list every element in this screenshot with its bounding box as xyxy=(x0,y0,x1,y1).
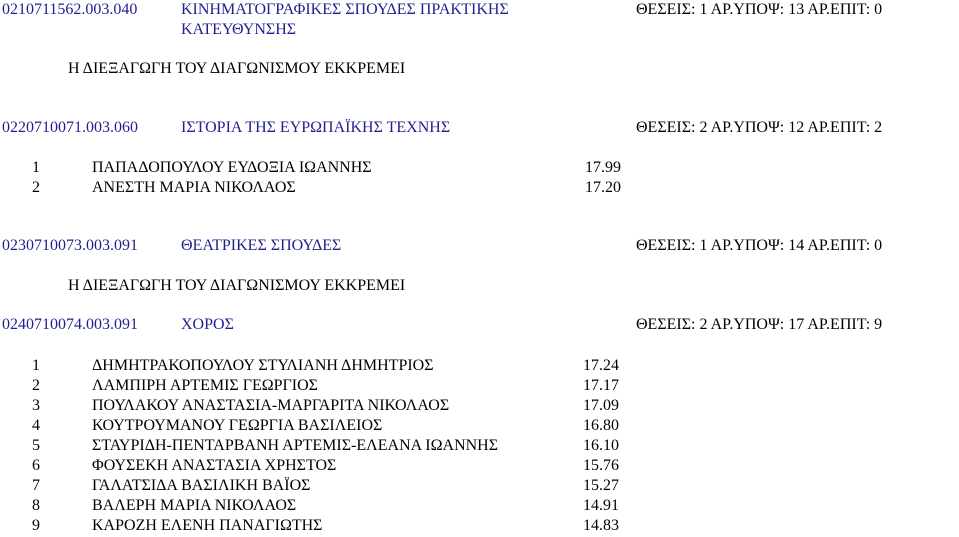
candidate-score: 16.80 xyxy=(583,417,619,434)
candidate-number: 5 xyxy=(32,437,40,454)
candidate-name: ΠΑΠΑΔΟΠΟΥΛΟΥ ΕΥΔΟΞΙΑ ΙΩΑΝΝΗΣ xyxy=(92,159,372,176)
candidate-number: 8 xyxy=(32,497,40,514)
pending-note: Η ΔΙΕΞΑΓΩΓΗ ΤΟΥ ΔΙΑΓΩΝΙΣΜΟΥ ΕΚΚΡΕΜΕΙ xyxy=(68,277,406,294)
candidate-score: 17.99 xyxy=(585,159,621,176)
program-code: 0210711562.003.040 xyxy=(2,1,138,18)
seats-summary: ΘΕΣΕΙΣ: 1 ΑΡ.ΥΠΟΨ: 14 ΑΡ.ΕΠΙΤ: 0 xyxy=(636,237,883,254)
candidate-number: 7 xyxy=(32,477,40,494)
program-code: 0240710074.003.091 xyxy=(2,316,138,333)
candidate-name: ΒΑΛΕΡΗ ΜΑΡΙΑ ΝΙΚΟΛΑΟΣ xyxy=(92,497,297,514)
program-code: 0220710071.003.060 xyxy=(2,119,138,136)
candidate-score: 14.91 xyxy=(583,497,619,514)
candidate-name: ΓΑΛΑΤΣΙΔΑ ΒΑΣΙΛΙΚΗ ΒΑΪΟΣ xyxy=(92,477,311,494)
candidate-score: 14.83 xyxy=(583,517,619,534)
candidate-score: 17.17 xyxy=(583,377,619,394)
program-title-continued: ΚΑΤΕΥΘΥΝΣΗΣ xyxy=(181,21,297,38)
candidate-name: ΑΝΕΣΤΗ ΜΑΡΙΑ ΝΙΚΟΛΑΟΣ xyxy=(92,179,296,196)
candidate-score: 16.10 xyxy=(583,437,619,454)
candidate-number: 4 xyxy=(32,417,40,434)
candidate-name: ΚΟΥΤΡΟΥΜΑΝΟΥ ΓΕΩΡΓΙΑ ΒΑΣΙΛΕΙΟΣ xyxy=(92,417,383,434)
candidate-name: ΔΗΜΗΤΡΑΚΟΠΟΥΛΟΥ ΣΤΥΛΙΑΝΗ ΔΗΜΗΤΡΙΟΣ xyxy=(92,357,434,374)
candidate-number: 1 xyxy=(32,159,40,176)
candidate-number: 1 xyxy=(32,357,40,374)
candidate-name: ΠΟΥΛΑΚΟΥ ΑΝΑΣΤΑΣΙΑ-ΜΑΡΓΑΡΙΤΑ ΝΙΚΟΛΑΟΣ xyxy=(92,397,450,414)
candidate-score: 17.20 xyxy=(585,179,621,196)
program-code: 0230710073.003.091 xyxy=(2,237,138,254)
program-title: ΙΣΤΟΡΙΑ ΤΗΣ ΕΥΡΩΠΑΪΚΗΣ ΤΕΧΝΗΣ xyxy=(181,119,451,136)
program-title: ΚΙΝΗΜΑΤΟΓΡΑΦΙΚΕΣ ΣΠΟΥΔΕΣ ΠΡΑΚΤΙΚΗΣ xyxy=(181,1,509,18)
candidate-score: 15.27 xyxy=(583,477,619,494)
candidate-name: ΣΤΑΥΡΙΔΗ-ΠΕΝΤΑΡΒΑΝΗ ΑΡΤΕΜΙΣ-ΕΛΕΑΝΑ ΙΩΑΝΝΗΣ xyxy=(92,437,499,454)
candidate-number: 6 xyxy=(32,457,40,474)
candidate-number: 2 xyxy=(32,179,40,196)
candidate-name: ΛΑΜΠΙΡΗ ΑΡΤΕΜΙΣ ΓΕΩΡΓΙΟΣ xyxy=(92,377,318,394)
candidate-name: ΦΟΥΣΕΚΗ ΑΝΑΣΤΑΣΙΑ ΧΡΗΣΤΟΣ xyxy=(92,457,337,474)
candidate-score: 17.09 xyxy=(583,397,619,414)
candidate-score: 17.24 xyxy=(583,357,619,374)
candidate-number: 3 xyxy=(32,397,40,414)
candidate-score: 15.76 xyxy=(583,457,619,474)
seats-summary: ΘΕΣΕΙΣ: 2 ΑΡ.ΥΠΟΨ: 17 ΑΡ.ΕΠΙΤ: 9 xyxy=(636,316,883,333)
program-title: ΘΕΑΤΡΙΚΕΣ ΣΠΟΥΔΕΣ xyxy=(181,237,342,254)
candidate-number: 2 xyxy=(32,377,40,394)
seats-summary: ΘΕΣΕΙΣ: 2 ΑΡ.ΥΠΟΨ: 12 ΑΡ.ΕΠΙΤ: 2 xyxy=(636,119,883,136)
candidate-number: 9 xyxy=(32,517,40,534)
program-title: ΧΟΡΟΣ xyxy=(181,316,234,333)
candidate-name: ΚΑΡΟΖΗ ΕΛΕΝΗ ΠΑΝΑΓΙΩΤΗΣ xyxy=(92,517,323,534)
seats-summary: ΘΕΣΕΙΣ: 1 ΑΡ.ΥΠΟΨ: 13 ΑΡ.ΕΠΙΤ: 0 xyxy=(636,1,883,18)
pending-note: Η ΔΙΕΞΑΓΩΓΗ ΤΟΥ ΔΙΑΓΩΝΙΣΜΟΥ ΕΚΚΡΕΜΕΙ xyxy=(68,60,406,77)
